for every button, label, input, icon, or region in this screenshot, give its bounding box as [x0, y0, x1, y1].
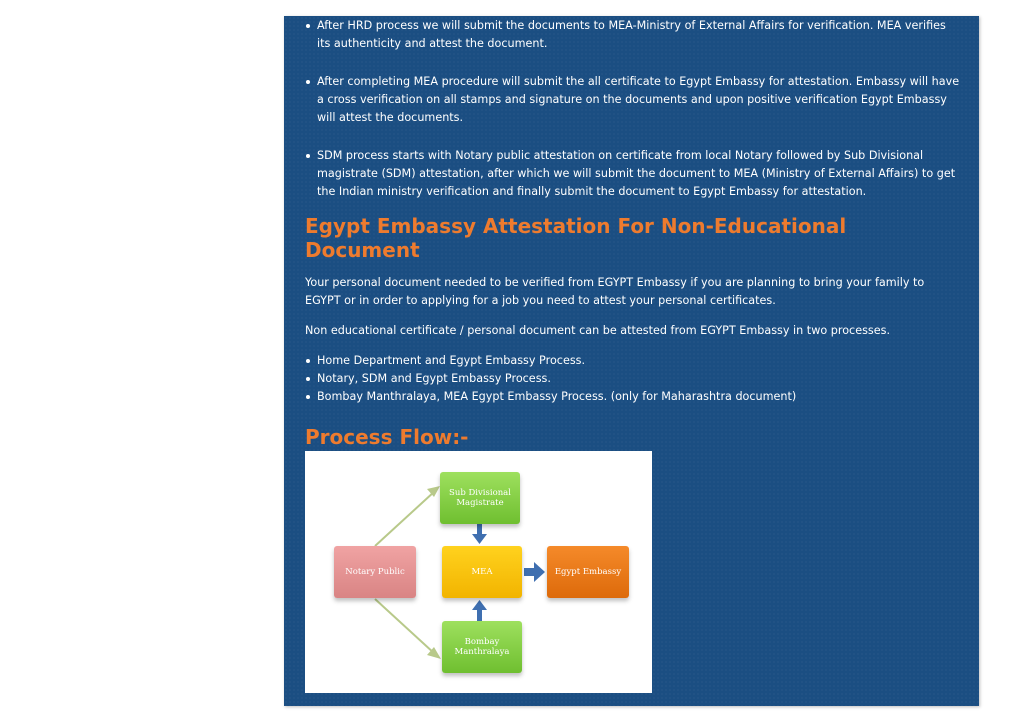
document-page: [284, 16, 979, 706]
non-educational-paragraph-2: Non educational certificate / personal document can be attested from EGYPT Embassy in two processes.: [305, 324, 891, 337]
process-flow-heading: Process Flow:-: [305, 425, 469, 449]
hrd-process-list: [305, 17, 960, 201]
node-label: Notary Public: [345, 567, 405, 577]
list-item: SDM process starts with Notary public attestation on certificate from local Notary followed by Sub Divisional magistrate (SDM) attestation, after which we will submit the document to MEA (Ministry of External Affairs) to get the Indian ministry verification and finally submit the document to Egypt Embassy for attestation.: [305, 147, 960, 201]
page-content: [305, 16, 960, 449]
list-item: Notary, SDM and Egypt Embassy Process.: [305, 370, 960, 388]
list-item: Bombay Manthralaya, MEA Egypt Embassy Process. (only for Maharashtra document): [305, 388, 960, 406]
sdm-to-mea-arrowhead: [472, 534, 487, 544]
node-notary-public: [334, 546, 416, 598]
node-bombay-manthralaya: [442, 621, 522, 673]
list-item: After completing MEA procedure will submit the all certificate to Egypt Embassy for attestation. Embassy will have a cross verification on all stamps and signature on the documents and upon positive verification Egypt Embassy will attest the documents.: [305, 73, 960, 127]
node-mea: [442, 546, 522, 598]
sdm-to-mea-arrow: [477, 524, 482, 535]
non-educational-heading: Egypt Embassy Attestation For Non-Educational Document: [305, 214, 847, 262]
node-egypt-embassy: [547, 546, 629, 598]
notary-to-bombay-arrow: [375, 599, 435, 654]
node-sub-divisional-magistrate: [440, 472, 520, 524]
list-item: After HRD process we will submit the documents to MEA-Ministry of External Affairs for verification. MEA verifies its authenticity and attest the document.: [305, 17, 960, 53]
bombay-to-mea-arrow: [477, 609, 482, 621]
non-educational-paragraph-1: Your personal document needed to be verified from EGYPT Embassy if you are planning to bring your family to EGYPT or in order to applying for a job you need to attest your personal certificates.: [305, 276, 925, 307]
node-label: Manthralaya: [454, 647, 510, 657]
notary-to-sdm-arrow: [375, 491, 435, 546]
node-label: Sub Divisional: [449, 488, 511, 498]
node-label: Bombay: [464, 637, 500, 647]
node-label: Magistrate: [456, 498, 504, 508]
process-flow-diagram: [305, 451, 652, 693]
node-label: MEA: [471, 567, 493, 577]
mea-to-egypt-arrow: [524, 568, 535, 576]
node-label: Egypt Embassy: [554, 567, 622, 577]
process-options-list: [305, 352, 960, 406]
bombay-to-mea-arrowhead: [472, 600, 487, 610]
list-item: Home Department and Egypt Embassy Process.: [305, 352, 960, 370]
mea-to-egypt-arrowhead: [534, 562, 545, 582]
